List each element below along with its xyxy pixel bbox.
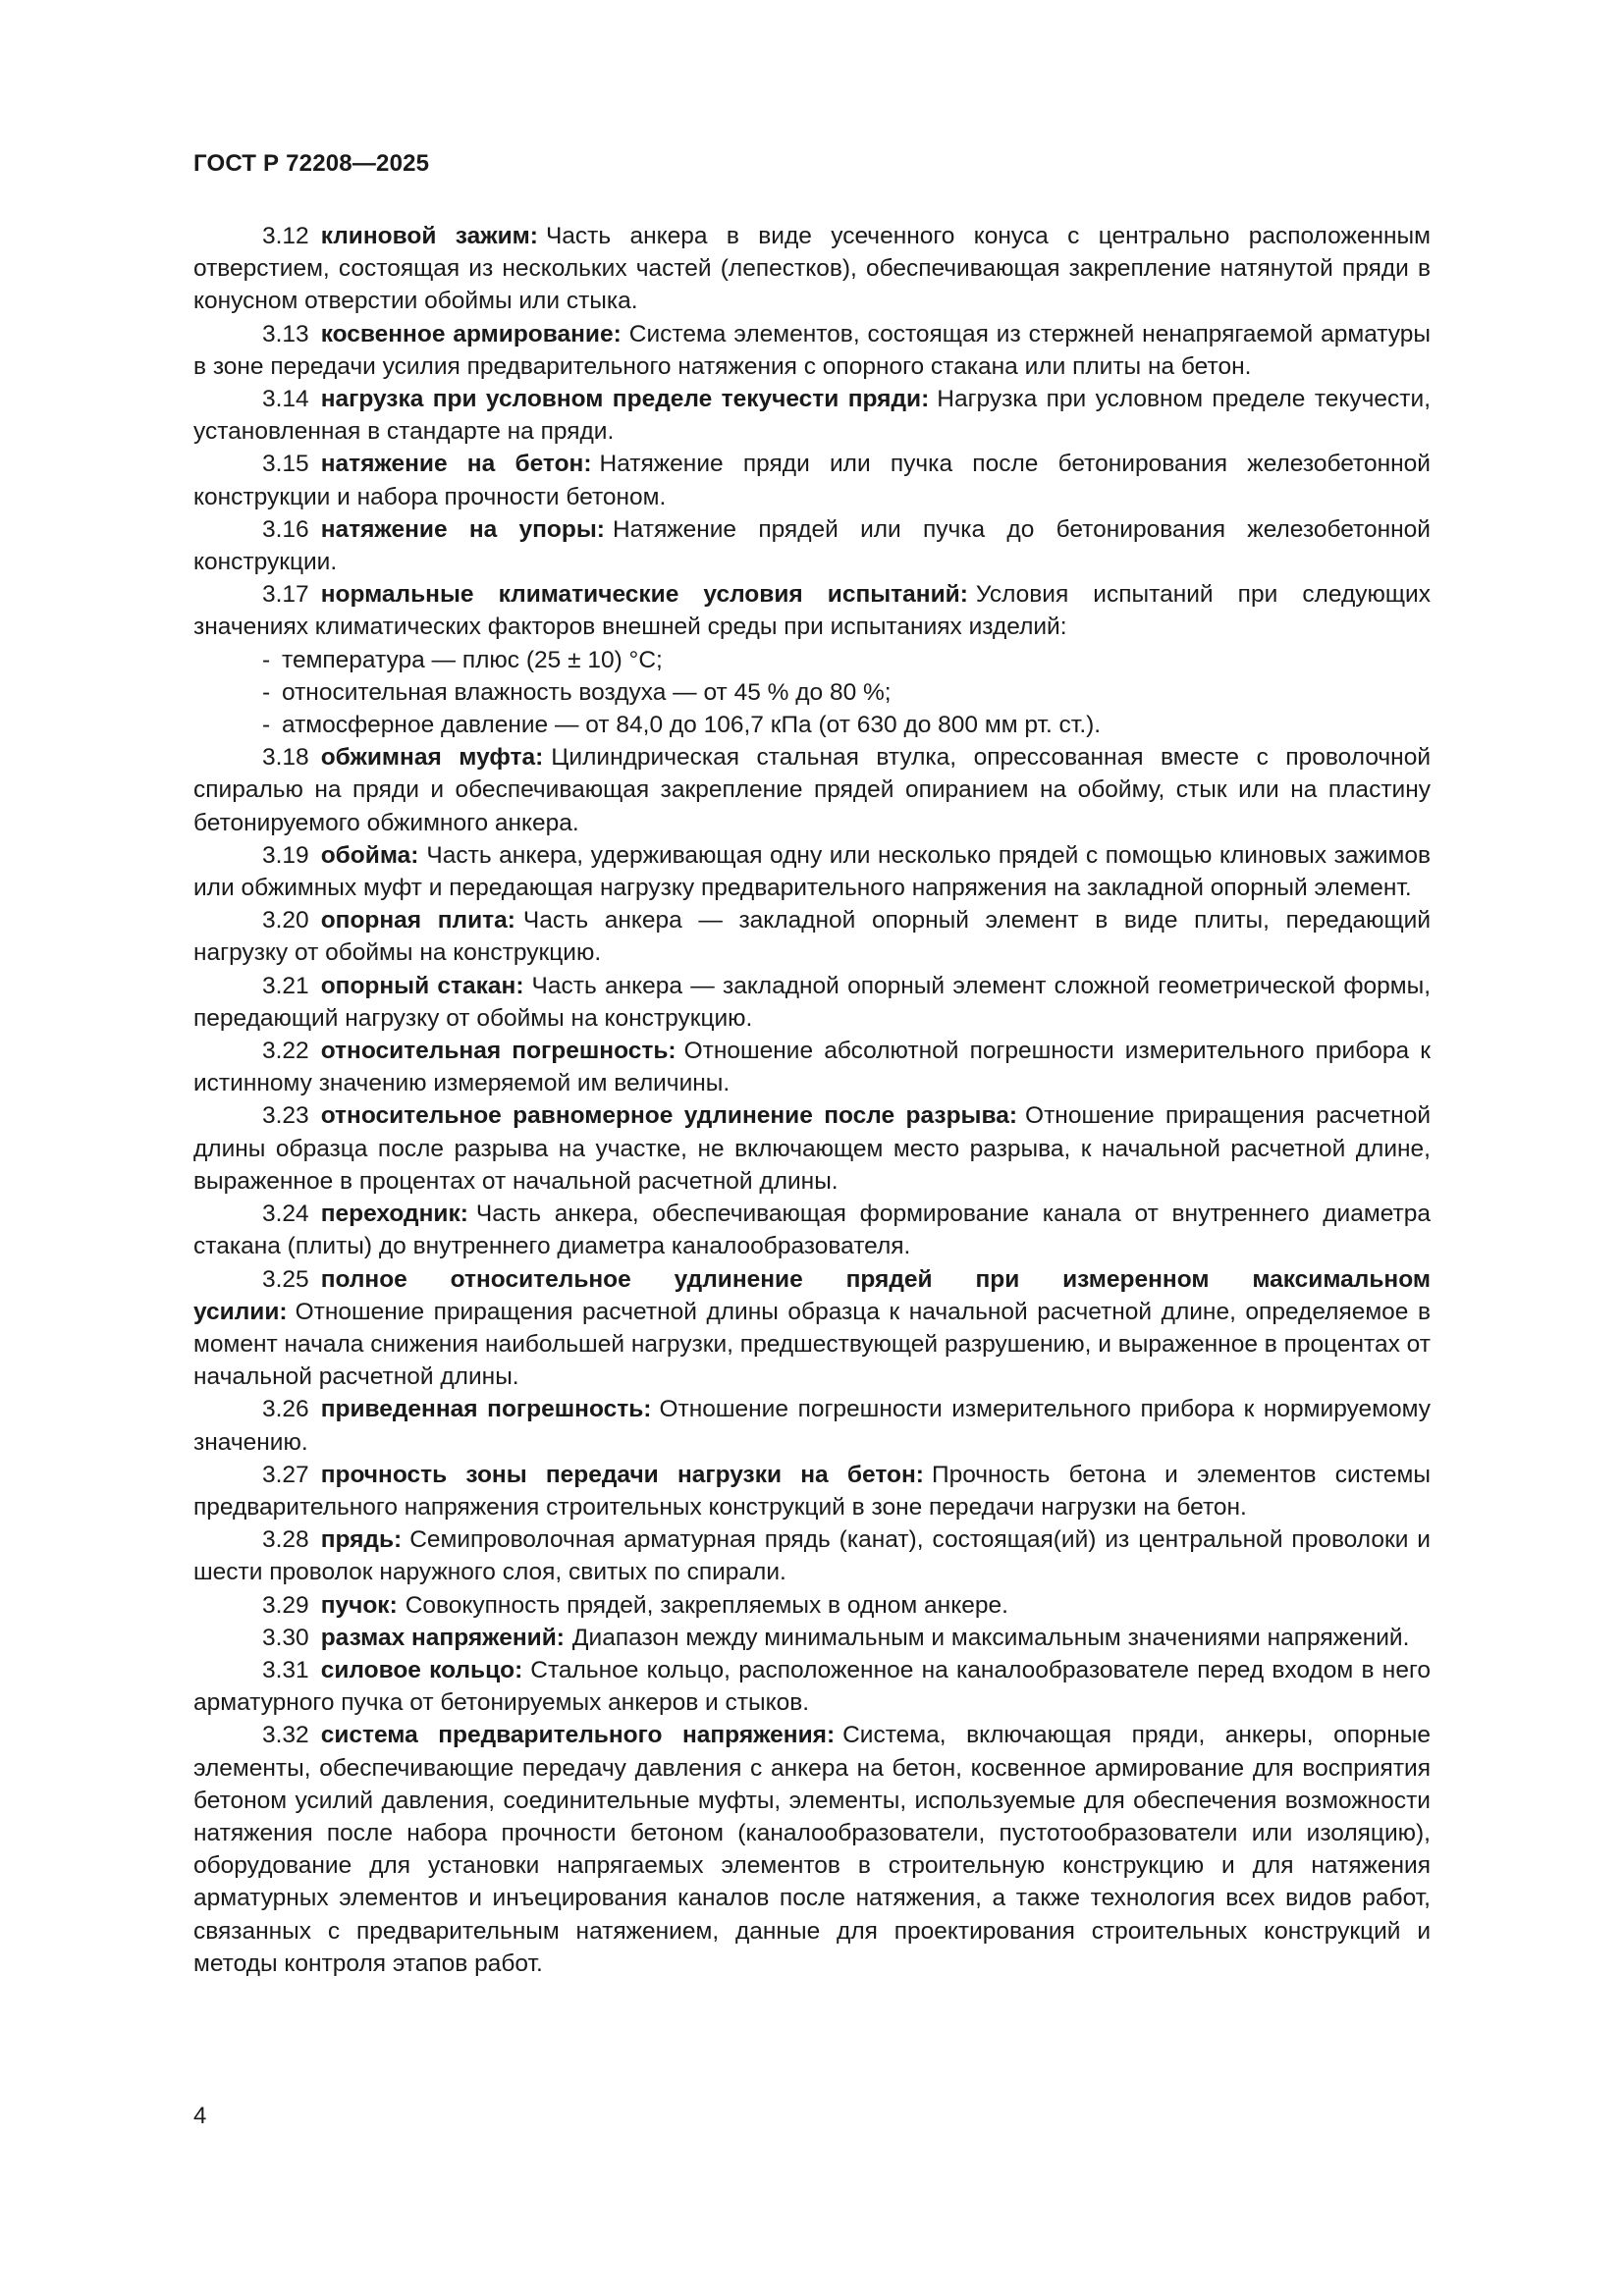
entry-number: 3.29 bbox=[262, 1591, 309, 1619]
entry-number: 3.13 bbox=[262, 320, 309, 347]
entry-term: косвенное армирование: bbox=[320, 320, 622, 347]
definition-entry bbox=[193, 578, 1431, 643]
list-item bbox=[262, 644, 1431, 676]
definition-entry bbox=[193, 448, 1431, 512]
entry-number: 3.14 bbox=[262, 386, 309, 413]
entry-number: 3.15 bbox=[262, 451, 309, 478]
entry-text: Часть анкера в виде усеченного конуса с центрально расположенным отверстием, состоящая из нескольких частей (лепестков), обеспечивающая закрепление натянутой пряди в конусном отверстии обоймы или стыка. bbox=[193, 223, 1432, 315]
list-dash: - bbox=[262, 678, 271, 706]
document-code-header: ГОСТ Р 72208—2025 bbox=[193, 150, 430, 177]
definition-entry bbox=[193, 741, 1431, 839]
entry-term: нагрузка при условном пределе текучести пряди: bbox=[320, 386, 930, 413]
list-dash: - bbox=[262, 646, 271, 673]
entry-term: силовое кольцо: bbox=[320, 1656, 523, 1683]
definition-entry bbox=[193, 1263, 1431, 1394]
entry-number: 3.32 bbox=[262, 1722, 309, 1749]
entry-term: обойма: bbox=[320, 841, 419, 869]
entry-text: Семипроволочная арматурная прядь (канат), состоящая(ий) из центральной проволоки и шести проволок наружного слоя, свитых по спирали. bbox=[193, 1526, 1431, 1586]
definition-entry bbox=[193, 1198, 1431, 1262]
entry-number: 3.17 bbox=[262, 581, 309, 609]
entry-term: опорный стакан: bbox=[320, 972, 524, 999]
entry-term: приведенная погрешность: bbox=[320, 1396, 652, 1423]
definition-entry bbox=[193, 318, 1431, 383]
entry-text: Цилиндрическая стальная втулка, опрессованная вместе с проволочной спиралью на пряди и обеспечивающая закрепление прядей опиранием на обойму, стык или на пластину бетонируемого обжимного анкера. bbox=[193, 744, 1432, 836]
list-item-text: температура — плюс (25 ± 10) °C; bbox=[282, 646, 663, 673]
entry-text: Нагрузка при условном пределе текучести, установленная в стандарте на пряди. bbox=[193, 386, 1431, 446]
entry-term: относительное равномерное удлинение после разрыва: bbox=[320, 1102, 1018, 1130]
definition-entry bbox=[193, 904, 1431, 969]
entry-term: натяжение на упоры: bbox=[320, 515, 605, 543]
entry-number: 3.12 bbox=[262, 223, 309, 249]
entry-text: Отношение погрешности измерительного прибора к нормируемому значению. bbox=[193, 1396, 1431, 1456]
entry-text: Натяжение пряди или пучка после бетонирования железобетонной конструкции и набора прочности бетоном. bbox=[193, 451, 1431, 510]
entry-number: 3.18 bbox=[262, 744, 309, 772]
climatic-conditions-list bbox=[193, 644, 1431, 742]
entry-number: 3.21 bbox=[262, 972, 309, 999]
list-dash: - bbox=[262, 712, 271, 739]
entry-term: обжимная муфта: bbox=[320, 744, 544, 772]
entry-term: размах напряжений: bbox=[320, 1624, 565, 1651]
entry-text: Условия испытаний при следующих значениях климатических факторов внешней среды при испытаниях изделий: bbox=[193, 581, 1431, 641]
entry-term: относительная погрешность: bbox=[320, 1038, 677, 1065]
list-item-text: атмосферное давление — от 84,0 до 106,7 кПа (от 630 до 800 мм рт. ст.). bbox=[282, 712, 1102, 739]
definitions-section bbox=[193, 220, 1431, 1980]
list-item-text: относительная влажность воздуха — от 45 % до 80 %; bbox=[282, 678, 892, 706]
entry-term: пучок: bbox=[320, 1591, 398, 1619]
page-number: 4 bbox=[193, 2103, 207, 2129]
entry-number: 3.23 bbox=[262, 1102, 309, 1130]
entry-term: система предварительного напряжения: bbox=[320, 1722, 836, 1749]
entry-text: Часть анкера, обеспечивающая формирование канала от внутреннего диаметра стакана (плиты) до внутреннего диаметра каналообразователя. bbox=[193, 1201, 1431, 1260]
entry-text: Система элементов, состоящая из стержней ненапрягаемой арматуры в зоне передачи усилия предварительного натяжения с опорного стакана или плиты на бетон. bbox=[193, 320, 1431, 380]
entry-number: 3.22 bbox=[262, 1038, 309, 1065]
entry-term: опорная плита: bbox=[320, 907, 515, 934]
entry-text: Совокупность прядей, закрепляемых в одном анкере. bbox=[405, 1591, 1008, 1619]
definition-entry bbox=[193, 383, 1431, 448]
entry-text: Система, включающая пряди, анкеры, опорные элементы, обеспечивающие передачу давления с анкера на бетон, косвенное армирование для восприятия бетоном усилий давления, соединительные муфты, элементы, используемые для обеспечения возможности натяжения после набора прочности бетоном (каналообразователи, пустотообразователи или изоляцию), оборудование для установки напрягаемых элементов в строительную конструкцию и для натяжения арматурных элементов и инъецирования каналов после натяжения, а также технология всех видов работ, связанных с предварительным натяжением, данные для проектирования строительных конструкций и методы контроля этапов работ. bbox=[193, 1722, 1432, 1977]
definition-entry bbox=[193, 1654, 1431, 1719]
entry-term: переходник: bbox=[320, 1201, 468, 1228]
entry-number: 3.24 bbox=[262, 1201, 309, 1228]
entry-text: Часть анкера — закладной опорный элемент в виде плиты, передающий нагрузку от обоймы на конструкцию. bbox=[193, 907, 1431, 967]
entry-number: 3.31 bbox=[262, 1656, 309, 1683]
definition-entry bbox=[193, 839, 1431, 904]
definition-entry bbox=[193, 513, 1431, 578]
list-item bbox=[262, 676, 1431, 709]
entry-text: Отношение абсолютной погрешности измерительного прибора к истинному значению измеряемой им величины. bbox=[193, 1038, 1432, 1097]
definition-entry bbox=[193, 1099, 1431, 1198]
definition-entry bbox=[193, 1393, 1431, 1458]
definition-entry bbox=[193, 1523, 1431, 1588]
entry-number: 3.26 bbox=[262, 1396, 309, 1423]
entry-term: натяжение на бетон: bbox=[320, 451, 592, 478]
definition-entry bbox=[193, 1589, 1431, 1622]
entry-number: 3.19 bbox=[262, 841, 309, 869]
entry-term: полное относительное удлинение прядей при измеренном максимальном усилии: bbox=[193, 1265, 1431, 1325]
entry-number: 3.27 bbox=[262, 1461, 309, 1488]
entry-term: клиновой зажим: bbox=[320, 223, 538, 249]
entry-term: прядь: bbox=[320, 1526, 403, 1554]
entry-number: 3.16 bbox=[262, 515, 309, 543]
definition-entry bbox=[193, 1459, 1431, 1523]
entry-number: 3.28 bbox=[262, 1526, 309, 1554]
entry-text: Прочность бетона и элементов системы предварительного напряжения строительных конструкций в зоне передачи нагрузки на бетон. bbox=[193, 1461, 1431, 1521]
entry-text: Отношение приращения расчетной длины образца после разрыва на участке, не включающем место разрыва, к начальной расчетной длине, выраженное в процентах от начальной расчетной длины. bbox=[193, 1102, 1432, 1195]
entry-term: нормальные климатические условия испытаний: bbox=[320, 581, 968, 609]
entry-text: Отношение приращения расчетной длины образца к начальной расчетной длине, определяемое в момент начала снижения наибольшей нагрузки, предшествующей разрушению, и выраженное в процентах от начальной расчетной длины. bbox=[193, 1298, 1431, 1391]
entry-number: 3.30 bbox=[262, 1624, 309, 1651]
definition-entry bbox=[193, 1035, 1431, 1099]
entry-text: Стальное кольцо, расположенное на каналообразователе перед входом в него арматурного пучка от бетонируемых анкеров и стыков. bbox=[193, 1656, 1431, 1717]
entry-term: прочность зоны передачи нагрузки на бетон: bbox=[320, 1461, 924, 1488]
entry-number: 3.20 bbox=[262, 907, 309, 934]
definition-entry bbox=[193, 1719, 1431, 1980]
entry-text: Диапазон между минимальным и максимальным значениями напряжений. bbox=[571, 1624, 1410, 1651]
entry-text: Часть анкера, удерживающая одну или несколько прядей с помощью клиновых зажимов или обжимных муфт и передающая нагрузку предварительного напряжения на закладной опорный элемент. bbox=[193, 841, 1431, 902]
definition-entry bbox=[193, 970, 1431, 1035]
definition-entry bbox=[193, 1622, 1431, 1654]
definition-entry bbox=[193, 220, 1431, 318]
entry-text: Натяжение прядей или пучка до бетонирования железобетонной конструкции. bbox=[193, 515, 1431, 576]
entry-number: 3.25 bbox=[262, 1265, 309, 1293]
entry-text: Часть анкера — закладной опорный элемент сложной геометрической формы, передающий нагрузку от обоймы на конструкцию. bbox=[193, 972, 1431, 1032]
list-item bbox=[262, 709, 1431, 741]
